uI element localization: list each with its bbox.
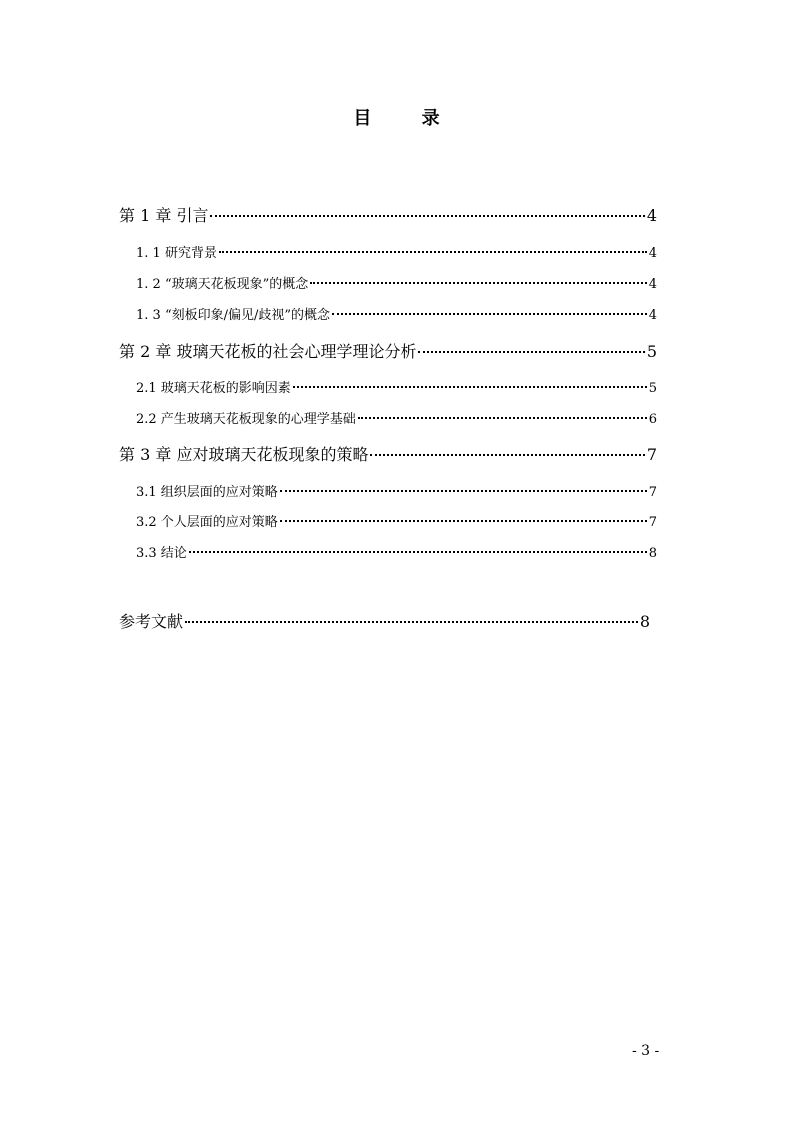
toc-leader	[185, 621, 638, 623]
toc-section-2-1[interactable]	[136, 377, 657, 396]
toc-section-1-3[interactable]	[136, 304, 657, 323]
toc-page: 5	[646, 342, 657, 361]
toc-section-2-2[interactable]	[136, 408, 657, 427]
toc-section-3-2[interactable]	[136, 511, 657, 530]
toc-label: 3.3 结论	[136, 546, 187, 561]
toc-label: 1. 1 研究背景	[136, 246, 217, 261]
toc-section-3-1[interactable]	[136, 481, 657, 500]
toc-page: 7	[648, 515, 657, 530]
toc-page: 4	[646, 206, 657, 225]
toc-label: 参考文献	[119, 612, 184, 631]
toc-page: 8	[639, 612, 650, 631]
toc-section-3-3[interactable]	[136, 542, 657, 561]
toc-label: 2.2 产生玻璃天花板现象的心理学基础	[136, 412, 356, 427]
toc-label: 第 2 章 玻璃天花板的社会心理学理论分析	[119, 342, 417, 361]
toc-page: 7	[648, 485, 657, 500]
toc-chapter-3[interactable]	[119, 442, 657, 465]
toc-page: 7	[646, 445, 657, 464]
toc-leader	[189, 551, 647, 553]
toc-label: 1. 2 “玻璃天花板现象”的概念	[136, 277, 309, 292]
page-title: 目 录	[353, 108, 462, 129]
toc-label: 1. 3 “刻板印象/偏见/歧视”的概念	[136, 308, 330, 323]
toc-label: 第 3 章 应对玻璃天花板现象的策略	[119, 445, 369, 464]
toc-leader	[280, 490, 647, 492]
toc-leader	[280, 520, 647, 522]
toc-label: 3.1 组织层面的应对策略	[136, 485, 278, 500]
toc-chapter-2[interactable]	[119, 339, 657, 362]
toc-label: 3.2 个人层面的应对策略	[136, 515, 278, 530]
toc-page: 6	[648, 412, 657, 427]
toc-page: 4	[648, 246, 657, 261]
toc-leader	[219, 251, 647, 253]
toc-page: 4	[648, 277, 657, 292]
toc-leader	[210, 215, 644, 217]
toc-leader	[310, 282, 646, 284]
toc-section-1-2[interactable]	[136, 273, 657, 292]
toc-chapter-1[interactable]	[119, 203, 657, 226]
toc-leader	[358, 417, 647, 419]
toc-label: 2.1 玻璃天花板的影响因素	[136, 381, 291, 396]
toc-page: 4	[648, 308, 657, 323]
toc-page: 8	[648, 546, 657, 561]
toc-label: 第 1 章 引言	[119, 206, 209, 225]
page-number: - 3 -	[632, 1043, 660, 1059]
toc-leader	[332, 313, 647, 315]
toc-leader	[293, 386, 647, 388]
toc-leader	[370, 454, 644, 456]
toc-leader	[418, 351, 644, 353]
toc-section-1-1[interactable]	[136, 242, 657, 261]
toc-references[interactable]	[119, 609, 650, 632]
toc-page: 5	[648, 381, 657, 396]
